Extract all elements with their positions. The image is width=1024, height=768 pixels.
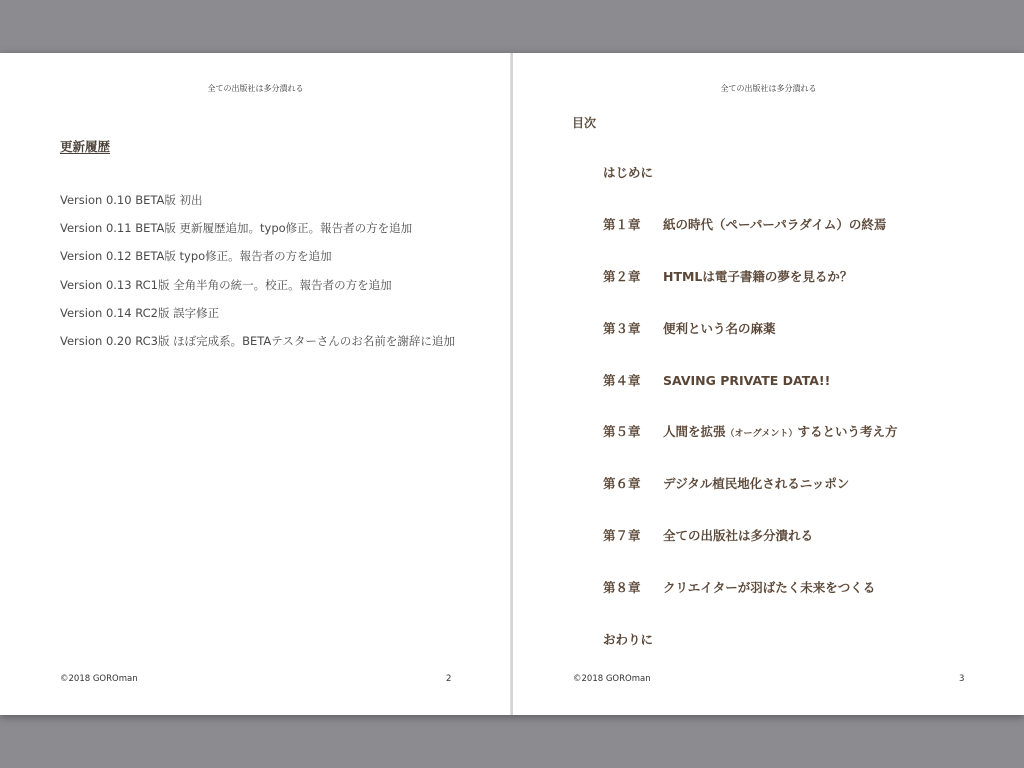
toc-item-title: 全ての出版社は多分潰れる	[663, 528, 814, 544]
left-page[interactable]	[0, 53, 511, 715]
toc-title: 目次	[572, 116, 597, 130]
book-spread[interactable]	[0, 53, 1024, 715]
toc-item-number: 第５章	[603, 424, 641, 440]
toc-item-introduction[interactable]	[603, 163, 897, 215]
copyright-footer: ©2018 GOROman	[60, 674, 138, 684]
toc-item-title: デジタル植民地化されるニッポン	[663, 476, 850, 492]
toc-item-number: 第３章	[603, 320, 641, 336]
toc-item-number: 第４章	[603, 372, 641, 388]
history-entry: Version 0.13 RC1版 全角半角の統一。校正。報告者の方を追加	[60, 277, 392, 292]
right-page[interactable]	[513, 53, 1024, 715]
toc-item-title: はじめに	[603, 165, 654, 180]
toc-item-title: 人間を拡張	[663, 424, 726, 440]
toc-item-chapter-2[interactable]	[603, 267, 897, 319]
toc-item-ruby: （オーグメント）	[725, 429, 798, 440]
history-entry: Version 0.10 BETA版 初出	[60, 193, 203, 207]
toc-item-chapter-5[interactable]	[603, 422, 897, 474]
toc-item-title: おわりに	[603, 632, 654, 648]
toc-item-chapter-4[interactable]	[603, 371, 897, 423]
copyright-footer: ©2018 GOROman	[573, 674, 651, 684]
toc-item-number: 第１章	[603, 216, 641, 232]
running-header: 全ての出版社は多分潰れる	[207, 84, 304, 93]
history-entry: Version 0.11 BETA版 更新履歴追加。typo修正。報告者の方を追加	[60, 221, 413, 236]
page-number: 3	[959, 674, 965, 684]
toc-item-title: HTMLは電子書籍の夢を見るか？	[663, 268, 853, 284]
toc-item-title-rest: するという考え方	[797, 424, 898, 440]
toc-item-chapter-6[interactable]	[603, 474, 897, 526]
revision-history-heading: 更新履歴	[60, 139, 111, 154]
toc-item-chapter-8[interactable]	[603, 578, 897, 630]
toc-item-number: 第６章	[603, 476, 641, 492]
toc-item-chapter-7[interactable]	[603, 526, 897, 578]
page-number: 2	[446, 674, 452, 684]
revision-history-list	[60, 192, 455, 361]
toc-item-title: SAVING PRIVATE DATA!!	[663, 372, 831, 388]
running-header: 全ての出版社は多分潰れる	[720, 84, 817, 93]
toc-item-title: クリエイターが羽ばたく未来をつくる	[663, 580, 876, 596]
toc-item-chapter-1[interactable]	[603, 215, 897, 267]
toc-item-title: 便利という名の麻薬	[663, 320, 776, 336]
table-of-contents	[603, 163, 897, 682]
toc-item-number: 第２章	[603, 268, 641, 284]
toc-item-number: 第７章	[603, 528, 641, 544]
toc-item-number: 第８章	[603, 580, 641, 596]
toc-item-title: 紙の時代（ペーパーパラダイム）の終焉	[663, 216, 887, 232]
history-entry: Version 0.14 RC2版 誤字修正	[60, 305, 220, 320]
toc-item-chapter-3[interactable]	[603, 319, 897, 371]
history-entry: Version 0.12 BETA版 typo修正。報告者の方を追加	[60, 249, 332, 264]
history-entry: Version 0.20 RC3版 ほぼ完成系。BETAテスターさんのお名前を謝辞に追加	[60, 333, 455, 348]
